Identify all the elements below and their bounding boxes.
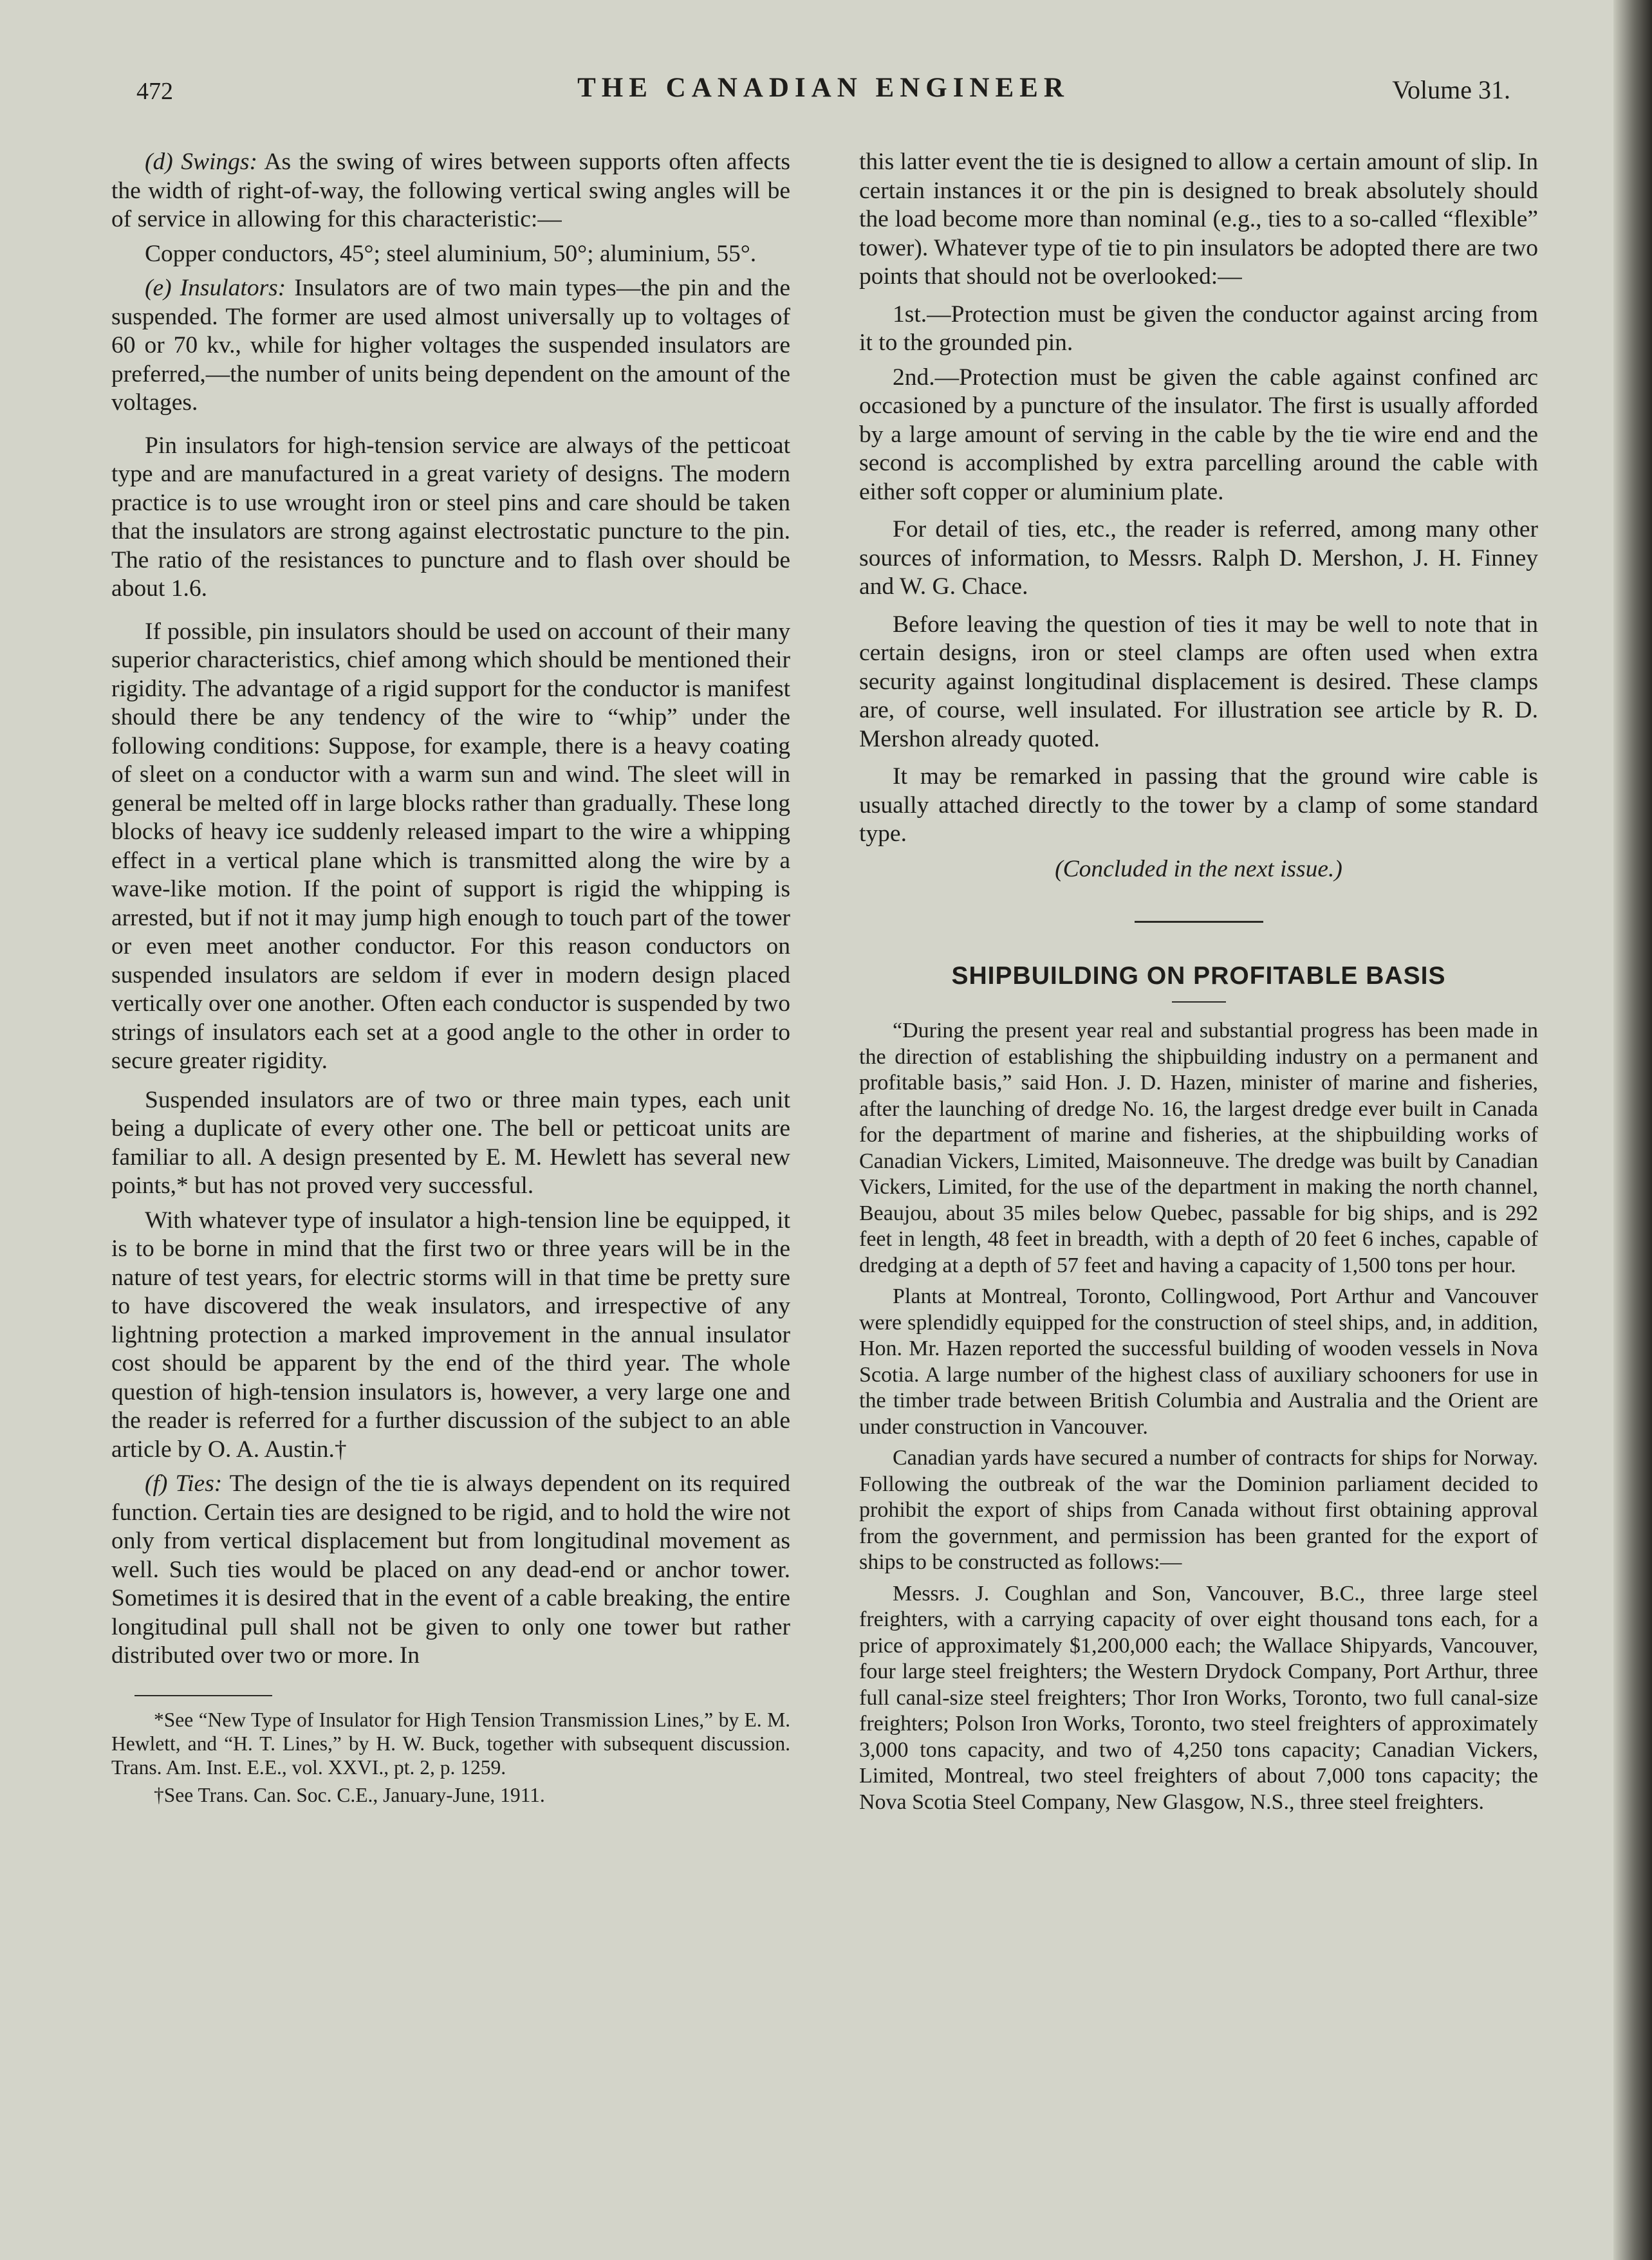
detail-paragraph: For detail of ties, etc., the reader is referred, among many other sources of information, to Messrs. Ralph D. Mershon, J. H. Finney and W. G. Chace.: [859, 516, 1538, 600]
footnote-divider: [135, 1695, 272, 1696]
footnote-trans-can: †See Trans. Can. Soc. C.E., January-June, 1911.: [154, 1783, 545, 1806]
insulators-label: (e) Insulators:: [145, 275, 286, 301]
ties-paragraph: (f) Ties: The design of the tie is always dependent on its required function. Certain ties are designed to be rigid, and to hold the wire not only from vertical displacement but from longitudinal movement as well. Such ties would be placed on any dead-end or anchor tower. Sometimes it is desired that in the event of a cable breaking, the entire longitudinal pull shall not be given to only one tower but rather distributed over two or more. In: [111, 1470, 791, 1669]
shipbuilding-article: [859, 1018, 1538, 1815]
test-years-paragraph: With whatever type of insulator a high-tension line be equipped, it is to be borne in mind that the first two or three years will be in the nature of test years, for electric storms will in that time be pretty sure to have discovered the weak insulators, and irrespective of any lightning protection a marked improvement in the annual insulator cost should be apparent by the end of the third year. The whole question of high-tension insulators is, however, a very large one and the reader is referred for a further discussion of the subject to an able article by O. A. Austin.†: [111, 1207, 790, 1463]
second-protection: 2nd.—Protection must be given the cable against confined arc occasioned by a puncture of the insulator. The first is usually afforded by a large amount of serving in the cable by the tie wire end and the second is accomplished by extra parcelling around the cable with either soft copper or aluminium plate.: [859, 364, 1538, 505]
page-binding-edge: [1613, 0, 1652, 2260]
concluded-note: (Concluded in the next issue.): [1055, 855, 1342, 882]
article-paragraph-4: Messrs. J. Coughlan and Son, Vancouver, B.C., three large steel freighters, with a carrying capacity of over eight thousand tons each, for a price of approximately $1,200,000 each; the Wallace Shipyards, Vancouver, four large steel freighters; the Western Drydock Company, Port Arthur, three full canal-size steel freighters; Thor Iron Works, Toronto, two full canal-size freighters; Polson Iron Works, Toronto, two steel freighters of approximately 3,000 tons capacity, and two of 4,250 tons capacity; Canadian Vickers, Limited, Montreal, two steel freighters of about 7,000 tons capacity; the Nova Scotia Steel Company, New Glasgow, N.S., three steel freighters.: [859, 1581, 1538, 1814]
title-rule: [1172, 1001, 1226, 1003]
footnotes: [111, 1708, 790, 1807]
left-column: [111, 148, 790, 1811]
insulators-paragraph: (e) Insulators: Insulators are of two main types—the pin and the suspended. The former are used almost universally up to voltages of 60 or 70 kv., while for higher voltages the suspended insulators are preferred,—the number of units being dependent on the amount of the voltages.: [111, 275, 790, 416]
right-column: [859, 148, 1538, 1820]
first-protection: 1st.—Protection must be given the conductor against arcing from it to the grounded pin.: [859, 301, 1538, 356]
journal-title: THE CANADIAN ENGINEER: [577, 73, 1070, 103]
swings-label: (d) Swings:: [145, 149, 257, 175]
tie-slip-paragraph: this latter event the tie is designed to allow a certain amount of slip. In certain instances it or the pin is designed to break absolutely should the load become more than nominal (e.g., ties to a so-called “flexible” tower). Whatever type of tie to pin insulators be adopted there are two points that should not be overlooked:—: [859, 149, 1538, 290]
article-paragraph-1: “During the present year real and substantial progress has been made in the direction of establishing the shipbuilding industry on a permanent and profitable basis,” said Hon. J. D. Hazen, minister of marine and fisheries, after the launching of dredge No. 16, the largest dredge ever built in Canada for the department of marine and fisheries, at the shipbuilding works of Canadian Vickers, Limited, Maisonneuve. The dredge was built by Canadian Vickers, Limited, for the use of the department in making the north channel, Beaujou, about 35 miles below Quebec, passable for big ships, and is 292 feet in length, 48 feet in breadth, with a depth of 20 feet 6 inches, capable of dredging at a depth of 57 feet and having a capacity of 1,500 tons per hour.: [859, 1019, 1538, 1277]
article-paragraph-2: Plants at Montreal, Toronto, Collingwood, Port Arthur and Vancouver were splendidly equipped for the construction of steel ships, and, in addition, Hon. Mr. Hazen reported the successful building of wooden vessels in Nova Scotia. A large number of the highest class of auxiliary schooners for use in the timber trade between British Columbia and Australia and the Orient are under construction in Vancouver.: [859, 1284, 1538, 1439]
ties-label: (f) Ties:: [145, 1470, 223, 1497]
ground-wire-paragraph: It may be remarked in passing that the ground wire cable is usually attached directly to the tower by a clamp of some standard type.: [859, 763, 1538, 847]
footnote-hewlett: *See “New Type of Insulator for High Tension Transmission Lines,” by E. M. Hewlett, and “H. T. Lines,” by H. W. Buck, together with subsequent discussion. Trans. Am. Inst. E.E., vol. XXVI., pt. 2, p. 1259.: [111, 1708, 790, 1779]
article-separator: [1135, 921, 1263, 923]
page-number: 472: [136, 78, 173, 105]
suspended-paragraph: Suspended insulators are of two or three main types, each unit being a duplicate of every other one. The bell or petticoat units are familiar to all. A design presented by E. M. Hewlett has several new points,* but has not proved very successful.: [111, 1086, 790, 1199]
swings-values: Copper conductors, 45°; steel aluminium, 50°; aluminium, 55°.: [145, 240, 757, 267]
article-title: SHIPBUILDING ON PROFITABLE BASIS: [951, 962, 1446, 990]
page-header: [136, 69, 1510, 115]
volume-label: Volume 31.: [1392, 75, 1510, 104]
article-paragraph-3: Canadian yards have secured a number of contracts for ships for Norway. Following the outbreak of the war the Dominion parliament decided to prohibit the export of ships from Canada without first obtaining approval from the government, and permission has been granted for the export of ships to be constructed as follows:—: [859, 1446, 1538, 1574]
rigidity-paragraph: If possible, pin insulators should be used on account of their many superior characteristics, chief among which should be mentioned their rigidity. The advantage of a rigid support for the conductor is manifest should there be any tendency of the wire to “whip” under the following conditions: Suppose, for example, there is a heavy coating of sleet on a conductor with a warm sun and wind. The sleet will in general be melted off in large blocks rather than gradually. These long blocks of heavy ice suddenly released impart to the wire a whipping effect in a vertical plane which is transmitted along the wire by a wave-like motion. If the point of support is rigid the whipping is arrested, but if not it may jump high enough to touch part of the tower or even meet another conductor. For this reason conductors on suspended insulators are seldom if ever in modern design placed vertically over one another. Often each conductor is suspended by two strings of insulators each set at a good angle to the other in order to secure greater rigidity.: [111, 618, 790, 1074]
swings-paragraph: (d) Swings: As the swing of wires between supports often affects the width of right-of-way, the following vertical swing angles will be of service in allowing for this characteristic:—: [111, 149, 790, 232]
pin-insulators-paragraph: Pin insulators for high-tension service are always of the petticoat type and are manufactured in a great variety of designs. The modern practice is to use wrought iron or steel pins and care should be taken that the insulators are strong against electrostatic puncture to the pin. The ratio of the resistances to puncture and to flash over should be about 1.6.: [111, 432, 790, 602]
clamps-paragraph: Before leaving the question of ties it may be well to note that in certain designs, iron or steel clamps are often used when extra security against longitudinal displacement is desired. These clamps are, of course, well insulated. For illustration see article by R. D. Mershon already quoted.: [859, 611, 1538, 752]
